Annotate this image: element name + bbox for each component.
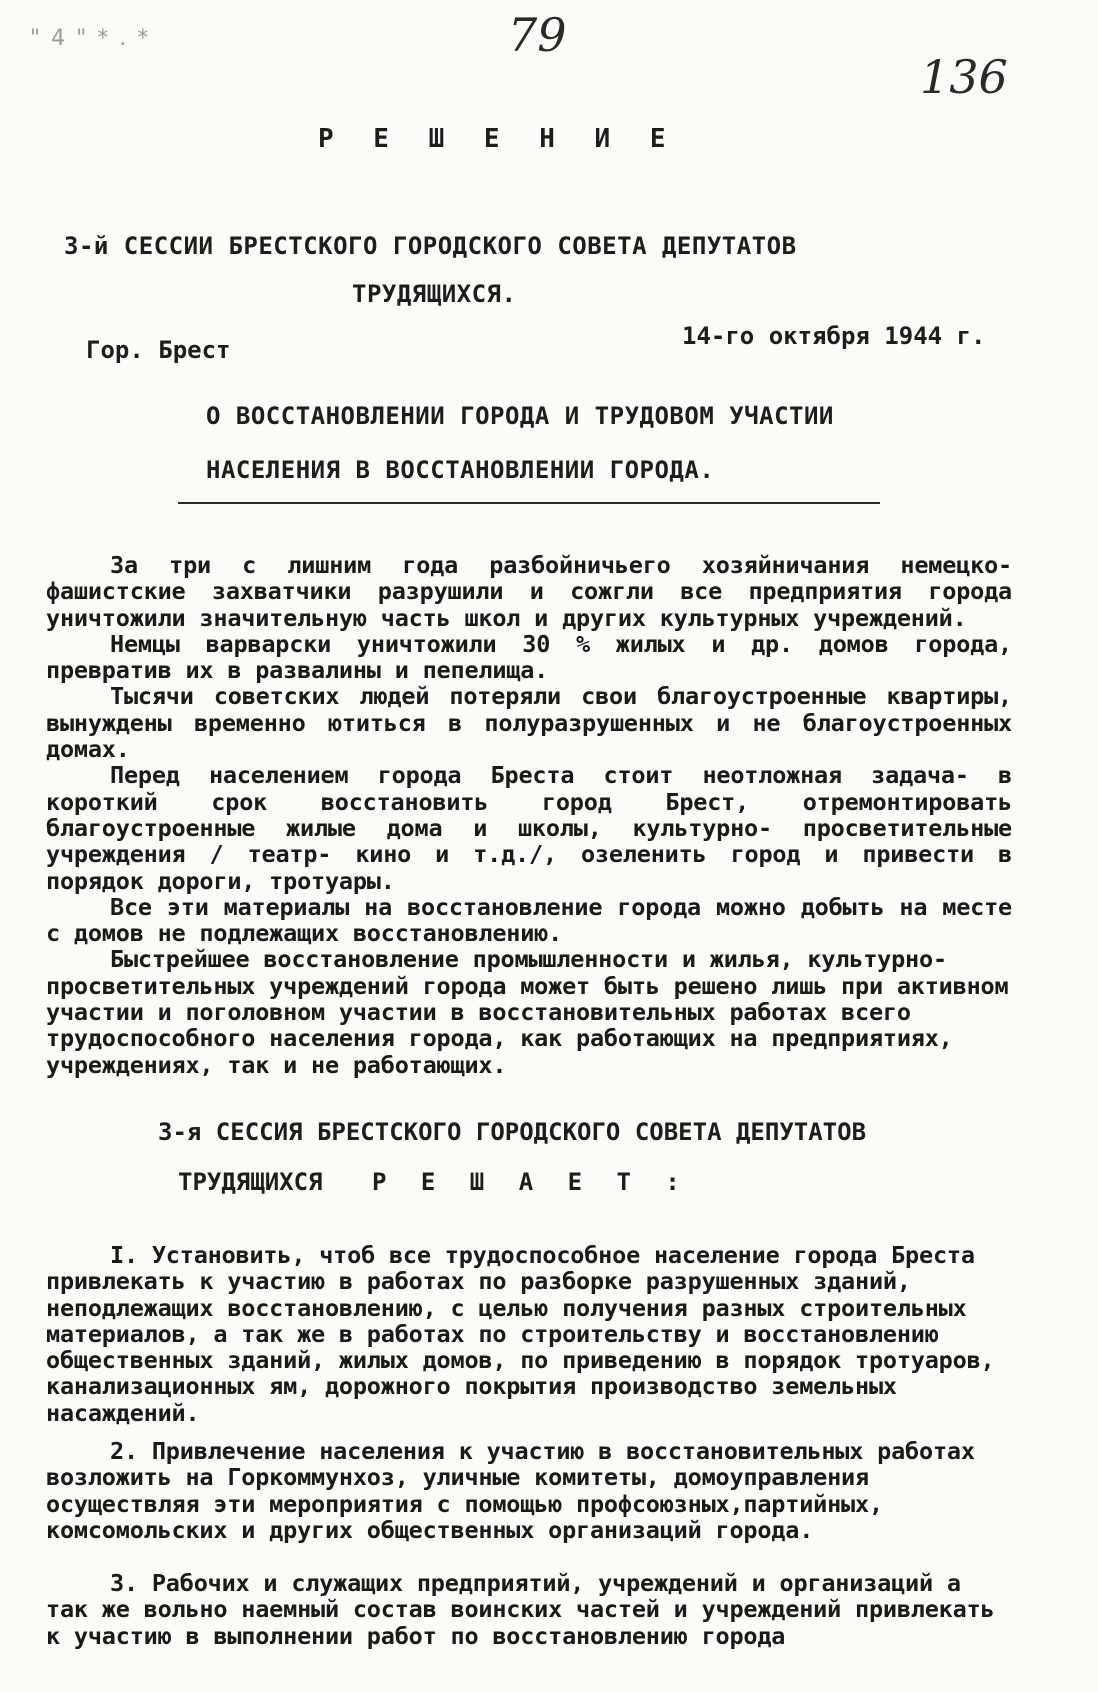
document-date: 14-го октября 1944 г. <box>682 322 986 350</box>
subject-underline <box>178 502 880 504</box>
point-text: I. Установить, чтоб все трудоспособное население города Бреста привлекать к участию в работах по разборке разрушенных зданий, неподлежащих восстановлению, с целью получения разных строительных материалов, а так же в работах по строительству и восстановлению общественных зданий, жилых домов, по приведению в порядок тротуаров, канализационных ям, дорожного покрытия производство земельных насаждений. <box>46 1241 995 1427</box>
point-1 <box>46 1242 1012 1426</box>
preamble-paragraph: Быстрейшее восстановление промышленности и жилья, культурно-просветительных учреждений города может быть решено лишь при активном участии и поголовном участии в восстановительных работах всего трудоспособного населения города, как работающих на предприятиях, учреждениях, так и не работающих. <box>46 945 1009 1079</box>
preamble-paragraph: Немцы варварски уничтожили 30 % жилых и др. домов города, превратив их в развалины и пепелища. <box>46 629 1012 685</box>
preamble-section <box>46 552 1012 1078</box>
header-line-2: ТРУДЯЩИХСЯ. <box>352 280 517 308</box>
point-text: 2. Привлечение населения к участию в восстановительных работах возложить на Горкоммунхоз, уличные комитеты, домоуправления осуществляя эти мероприятия с помощью профсоюзных,партийных, комсомольских и других общественных организаций города. <box>46 1437 975 1544</box>
preamble-paragraph: Перед населением города Бреста стоит неотложная задача- в короткий срок восстановить город Брест, отремонтировать благоустроенные жилые дома и школы, культурно- просветительные учреждения / театр- кино и т.д./, озеленить город и привести в порядок дороги, тротуары. <box>46 761 1012 895</box>
document-place: Гор. Брест <box>86 336 231 364</box>
preamble-paragraph: Все эти материалы на восстановление города можно добыть на месте с домов не подлежащих восстановлению. <box>46 892 1012 948</box>
resolve-line-2-label: ТРУДЯЩИХСЯ <box>178 1168 323 1196</box>
header-line-1: 3-й СЕССИИ БРЕСТСКОГО ГОРОДСКОГО СОВЕТА ДЕПУТАТОВ <box>64 232 797 260</box>
archive-number-handwritten: 136 <box>920 50 1008 104</box>
preamble-paragraph: За три с лишним года разбойничьего хозяйничания немецко-фашистские захватчики разрушили и сожгли все предприятия города уничтожили значительную часть школ и других культурных учреждений. <box>46 551 1012 632</box>
subject-line-2: НАСЕЛЕНИЯ В ВОССТАНОВЛЕНИИ ГОРОДА. <box>206 456 715 484</box>
resolve-line-2-decides: Р Е Ш А Е Т : <box>372 1168 690 1196</box>
preamble-paragraph: Тысячи советских людей потеряли свои благоустроенные квартиры, вынуждены временно ютиться в полуразрушенных и не благоустроенных домах. <box>46 682 1012 764</box>
document-title: Р Е Ш Е Н И Е <box>318 124 678 154</box>
point-text: 3. Рабочих и служащих предприятий, учреждений и организаций а так же вольно наемный состав воинских частей и учреждений привлекать к участию в выполнении работ по восстановлению города <box>46 1569 995 1650</box>
resolve-line-1: 3-я СЕССИЯ БРЕСТСКОГО ГОРОДСКОГО СОВЕТА ДЕПУТАТОВ <box>158 1118 867 1146</box>
point-3 <box>46 1570 1012 1649</box>
faint-top-left-mark: " 4 " * . * <box>30 26 151 51</box>
point-2 <box>46 1438 1012 1543</box>
sheet-number-handwritten: 79 <box>508 8 567 62</box>
subject-line-1: О ВОССТАНОВЛЕНИИ ГОРОДА И ТРУДОВОМ УЧАСТИИ <box>206 402 834 430</box>
